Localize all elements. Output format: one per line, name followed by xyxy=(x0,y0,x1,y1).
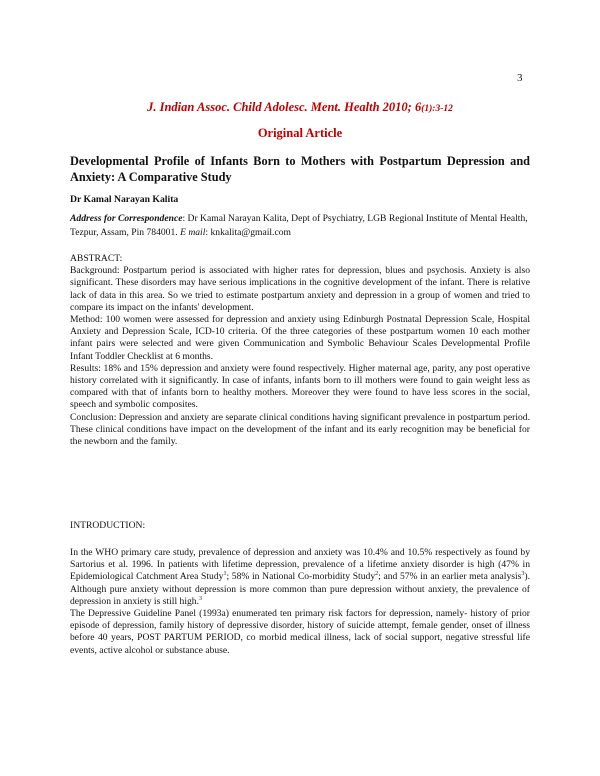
journal-citation xyxy=(0,100,600,115)
citation-3: 3 xyxy=(521,571,525,578)
journal-issue: (1):3-12 xyxy=(421,104,453,114)
introduction-body xyxy=(70,547,530,657)
article-type: Original Article xyxy=(257,126,343,140)
correspondence-address xyxy=(70,212,530,240)
abstract xyxy=(70,253,530,448)
correspondence-label: Address for Correspondence xyxy=(70,213,183,224)
abstract-method: Method: 100 women were assessed for depression and anxiety using Edinburgh Postnatal Depression Scale, Hospital Anxiety and Depression Scale, ICD-10 criteria. Of the three categories of these postpartum women 10 each mother infant pairs were selected and were given Communication and Symbolic Behaviour Scales Developmental Profile Infant Toddler Checklist at 6 months. xyxy=(70,314,530,362)
email-label: E mail xyxy=(180,227,206,238)
abstract-background: Background: Postpartum period is associated with higher rates for depression, blues and psychosis. Anxiety is also significant. These disorders may have serious implications in the cognitive development of the infant. There is relative lack of data in this area. So we tried to estimate postpartum anxiety and depression in a group of women and tried to compare its impact on the infants' development. xyxy=(70,265,530,313)
author-name: Dr Kamal Narayan Kalita xyxy=(70,194,179,205)
intro-text-1a: In the WHO primary care study, prevalence of depression and anxiety was 10.4% and 10.5% respectively as found by Sartorius et al. 1996. In patients with lifetime depression, prevalence of a lifetime anxiety disorder is high (47% in Epidemiological Catchment Area Study xyxy=(70,547,530,583)
article-title: Developmental Profile of Infants Born to Mothers with Postpartum Depression and Anxiety: A Comparative Study xyxy=(70,154,530,184)
intro-text-1c: ; and 57% in an earlier meta analysis xyxy=(378,571,522,583)
citation-4: 3 xyxy=(198,595,202,602)
correspondence-text: : Dr Kamal Narayan Kalita, Dept of Psychiatry, LGB Regional Institute of Mental Health, Tezpur, Assam, Pin 784001. xyxy=(70,213,528,238)
intro-text-1b: ; 58% in National Co-morbidity Study xyxy=(226,571,376,583)
citation-1: 1 xyxy=(223,571,227,578)
intro-text-1d: ). Although pure anxiety without depression is more common than pure depression without anxiety, the prevalence of depression in anxiety is still high. xyxy=(70,571,530,607)
abstract-heading: ABSTRACT: xyxy=(70,253,123,264)
page-number: 3 xyxy=(517,72,523,84)
abstract-results: Results: 18% and 15% depression and anxiety were found respectively. Higher maternal age, parity, any post operative history correlated with it significantly. In case of infants, infants born to ill mothers were found to gain weight less as compared with that of infants born to healthy mothers. Moreover they were found to have less scores in the social, speech and symbolic composites. xyxy=(70,362,530,411)
introduction-paragraph-1 xyxy=(70,547,530,608)
citation-2: 2 xyxy=(375,571,379,578)
introduction-paragraph-2: The Depressive Guideline Panel (1993a) enumerated ten primary risk factors for depression, namely- history of prior episode of depression, family history of depressive disorder, history of suicide attempt, female gender, onset of illness before 40 years, POST PARTUM PERIOD, co morbid medical illness, lack of social support, negative stressful life events, active alcohol or substance abuse. xyxy=(70,608,530,656)
introduction-heading: INTRODUCTION: xyxy=(70,520,146,531)
journal-name: J. Indian Assoc. Child Adolesc. Ment. Health 2010; 6 xyxy=(147,100,422,114)
email-address: : knkalita@gmail.com xyxy=(205,227,291,238)
abstract-conclusion: Conclusion: Depression and anxiety are separate clinical conditions having significant prevalence in postpartum period. These clinical conditions have impact on the development of the infant and its early recognition may be beneficial for the newborn and the family. xyxy=(70,411,530,448)
